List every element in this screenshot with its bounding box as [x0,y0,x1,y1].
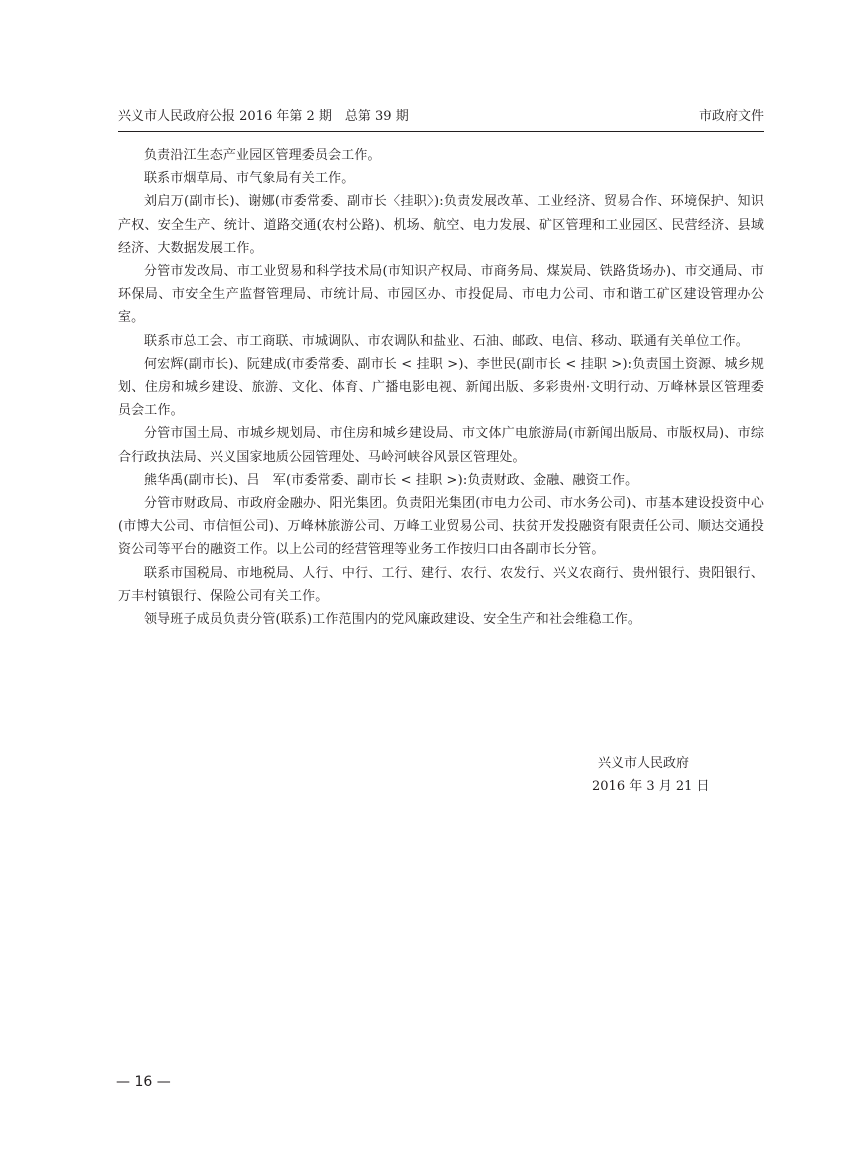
paragraph-4: 分管市发改局、市工业贸易和科学技术局(市知识产权局、市商务局、煤炭局、铁路货场办)、市交通局、市环保局、市安全生产监督管理局、市统计局、市园区办、市投促局、市电力公司、市和谐工矿区建设管理办公室。 [118,264,764,326]
paragraph-5: 联系市总工会、市工商联、市城调队、市农调队和盐业、石油、邮政、电信、移动、联通有关单位工作。 [144,333,749,349]
paragraph-9: 分管市财政局、市政府金融办、阳光集团。负责阳光集团(市电力公司、市水务公司)、市基本建设投资中心(市博大公司、市信恒公司)、万峰林旅游公司、万峰工业贸易公司、扶贫开发投融资有限责任公司、顺达交通投资公司等平台的融资工作。以上公司的经营管理等业务工作按归口由各副市长分管。 [118,496,764,558]
publication-title: 兴义市人民政府公报 2016 年第 2 期 总第 39 期 [118,109,409,124]
running-header [118,106,764,128]
paragraph-11: 领导班子成员负责分管(联系)工作范围内的党风廉政建设、安全生产和社会维稳工作。 [144,612,641,628]
paragraph-7: 分管市国土局、市城乡规划局、市住房和城乡建设局、市文体广电旅游局(市新闻出版局、市版权局)、市综合行政执法局、兴义国家地质公园管理处、马岭河峡谷风景区管理处。 [118,426,764,465]
paragraph-3: 刘启万(副市长)、谢娜(市委常委、副市长〈挂职〉):负责发展改革、工业经济、贸易合作、环境保护、知识产权、安全生产、统计、道路交通(农村公路)、机场、航空、电力发展、矿区管理和工业园区、民营经济、县域经济、大数据发展工作。 [118,194,764,256]
paragraph-6: 何宏辉(副市长)、阮建成(市委常委、副市长 < 挂职 >)、李世民(副市长 < 挂职 >):负责国土资源、城乡规划、住房和城乡建设、旅游、文化、体育、广播电影电视、新闻出版、多彩贵州·文明行动、万峰林景区管理委员会工作。 [118,356,764,419]
signing-organization: 兴义市人民政府 [598,756,690,771]
signing-date: 2016 年 3 月 21 日 [592,779,710,794]
header-divider [118,131,764,132]
document-body [118,144,764,631]
paragraph-1: 负责沿江生态产业园区管理委员会工作。 [144,148,381,163]
paragraph-10: 联系市国税局、市地税局、人行、中行、工行、建行、农行、农发行、兴义农商行、贵州银行、贵阳银行、万丰村镇银行、保险公司有关工作。 [118,565,764,604]
section-title: 市政府文件 [698,109,764,124]
paragraph-8: 熊华禹(副市长)、吕 军(市委常委、副市长 < 挂职 >):负责财政、金融、融资工作。 [144,472,639,488]
paragraph-2: 联系市烟草局、市气象局有关工作。 [144,171,355,187]
signature-block [592,752,710,798]
page-number: — 16 — [116,1074,171,1090]
